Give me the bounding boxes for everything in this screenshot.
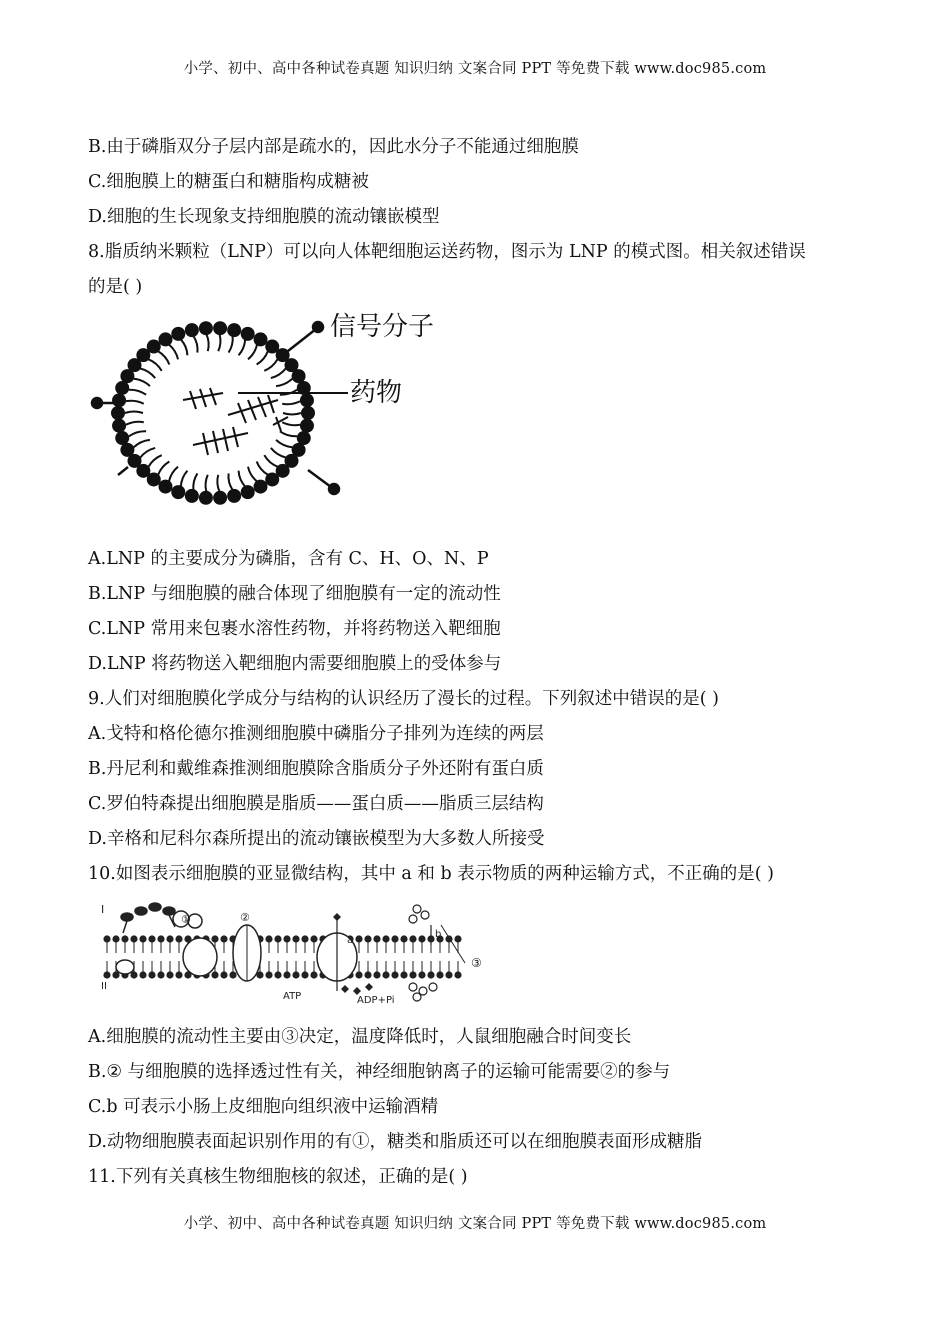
protein-large bbox=[183, 938, 217, 976]
q9-stem: 9.人们对细胞膜化学成分与结构的认识经历了漫长的过程。下列叙述中错误的是( ) bbox=[88, 689, 719, 709]
page-header: 小学、初中、高中各种试卷真题 知识归纳 文案合同 PPT 等免费下载 www.doc985.com bbox=[183, 61, 767, 77]
label-atp: ATP bbox=[283, 991, 302, 1002]
q8-option-b: B.LNP 与细胞膜的融合体现了细胞膜有一定的流动性 bbox=[88, 584, 501, 604]
label-3: ③ bbox=[471, 956, 482, 970]
q8-option-c: C.LNP 常用来包裹水溶性药物，并将药物送入靶细胞 bbox=[88, 619, 501, 639]
q7-option-b: B.由于磷脂双分子层内部是疏水的，因此水分子不能通过细胞膜 bbox=[88, 137, 579, 157]
q8-option-a: A.LNP 的主要成分为磷脂，含有 C、H、O、N、P bbox=[88, 549, 489, 569]
lnp-diagram bbox=[88, 305, 458, 530]
q9-option-d: D.辛格和尼科尔森所提出的流动镶嵌模型为大多数人所接受 bbox=[88, 829, 545, 849]
label-2: ② bbox=[240, 911, 250, 924]
signal-molecules bbox=[92, 322, 339, 494]
glycoprotein-chain bbox=[121, 903, 175, 933]
label-drug: 药物 bbox=[350, 378, 403, 408]
label-1: ① bbox=[181, 913, 191, 926]
q9-option-a: A.戈特和格伦德尔推测细胞膜中磷脂分子排列为连续的两层 bbox=[88, 724, 544, 744]
q10-option-c: C.b 可表示小肠上皮细胞向组织液中运输酒精 bbox=[88, 1097, 439, 1117]
q7-option-d: D.细胞的生长现象支持细胞膜的流动镶嵌模型 bbox=[88, 207, 440, 227]
phospholipid-bilayer bbox=[103, 935, 461, 978]
label-side-ii: II bbox=[101, 981, 107, 992]
q10-option-a: A.细胞膜的流动性主要由③决定，温度降低时，人鼠细胞融合时间变长 bbox=[88, 1027, 632, 1047]
q10-stem: 10.如图表示细胞膜的亚显微结构，其中 a 和 b 表示物质的两种运输方式，不正确的是( ) bbox=[88, 864, 774, 884]
q10-option-b: B.② 与细胞膜的选择透过性有关，神经细胞钠离子的运输可能需要②的参与 bbox=[88, 1062, 671, 1082]
label-side-i: I bbox=[101, 903, 105, 916]
label-adp: ADP+Pi bbox=[357, 995, 395, 1006]
page-footer: 小学、初中、高中各种试卷真题 知识归纳 文案合同 PPT 等免费下载 www.doc985.com bbox=[183, 1216, 767, 1232]
q9-option-b: B.丹尼利和戴维森推测细胞膜除含脂质分子外还附有蛋白质 bbox=[88, 759, 544, 779]
drug-molecules bbox=[183, 388, 288, 455]
membrane-diagram bbox=[95, 895, 495, 1007]
label-signal-molecule: 信号分子 bbox=[330, 312, 435, 342]
q8-stem-line1: 8.脂质纳米颗粒（LNP）可以向人体靶细胞运送药物，图示为 LNP 的模式图。相关叙述错误 bbox=[88, 242, 806, 262]
q8-stem-line2: 的是( ) bbox=[88, 277, 143, 297]
q7-option-c: C.细胞膜上的糖蛋白和糖脂构成糖被 bbox=[88, 172, 369, 192]
q9-option-c: C.罗伯特森提出细胞膜是脂质——蛋白质——脂质三层结构 bbox=[88, 794, 544, 814]
small-protein bbox=[116, 960, 134, 974]
q11-stem: 11.下列有关真核生物细胞核的叙述，正确的是( ) bbox=[88, 1167, 468, 1187]
label-b: b bbox=[435, 929, 442, 940]
lipid-bilayer-ring bbox=[111, 321, 315, 505]
label-a: a bbox=[347, 935, 354, 946]
q8-option-d: D.LNP 将药物送入靶细胞内需要细胞膜上的受体参与 bbox=[88, 654, 502, 674]
q10-option-d: D.动物细胞膜表面起识别作用的有①，糖类和脂质还可以在细胞膜表面形成糖脂 bbox=[88, 1132, 702, 1152]
